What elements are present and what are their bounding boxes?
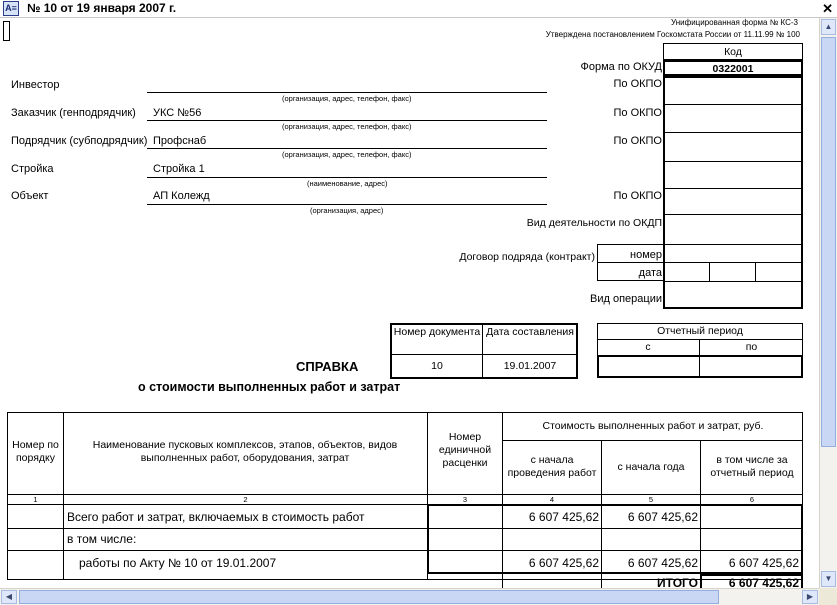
okud-code-value: 0322001 (712, 63, 754, 75)
cell-cursor (3, 21, 10, 41)
col-number: 4 (549, 495, 555, 504)
object-okpo-label: По ОКПО (613, 190, 662, 202)
horizontal-scroll-thumb[interactable] (19, 590, 719, 604)
construction-line (147, 177, 547, 178)
row-total-year[interactable]: 6 607 425,62 (627, 510, 698, 524)
doc-number-value[interactable]: 10 (431, 360, 443, 372)
okdp-label: Вид деятельности по ОКДП (526, 217, 662, 229)
scroll-right-icon[interactable]: ▶ (802, 590, 818, 604)
doc-number-header: Номер документа (393, 326, 481, 338)
contractor-okpo-label: По ОКПО (613, 135, 662, 147)
contractor-caption: (организация, адрес, телефон, факс) (282, 150, 412, 159)
customer-caption: (организация, адрес, телефон, факс) (282, 122, 412, 131)
form-name: Унифицированная форма № КС-3 (671, 18, 798, 27)
customer-label: Заказчик (генподрядчик) (11, 107, 136, 119)
document-app-icon: A≡ (3, 1, 19, 16)
okud-label: Форма по ОКУД (580, 61, 662, 73)
codes-divider (663, 214, 803, 215)
document-title: СПРАВКА (296, 359, 359, 374)
col-year-header: с начала года (617, 461, 685, 473)
contract-label: Договор подряда (контракт) (459, 251, 595, 263)
col-period-header: в том числе за отчетный период (710, 454, 794, 479)
contractor-label: Подрядчик (субподрядчик) (11, 135, 148, 147)
investor-line (147, 92, 547, 93)
scroll-left-icon[interactable]: ◀ (1, 590, 17, 604)
scroll-up-icon[interactable]: ▲ (821, 19, 836, 35)
object-caption: (организация, адрес) (310, 206, 384, 215)
vertical-scrollbar[interactable] (819, 18, 837, 588)
doc-date-header: Дата составления (486, 326, 574, 338)
code-header-cell (663, 43, 803, 60)
col-name-header: Наименование пусковых комплексов, этапов, объектов, видов выполненных работ, оборудования, затрат (92, 439, 398, 464)
row-act-year[interactable]: 6 607 425,62 (627, 556, 698, 570)
col-number: 6 (749, 495, 755, 504)
object-label: Объект (11, 190, 49, 202)
doc-date-value[interactable]: 19.01.2007 (503, 360, 557, 372)
period-to-label: по (745, 341, 758, 353)
contractor-line (147, 148, 547, 149)
window-titlebar (0, 0, 837, 18)
codes-divider (663, 132, 803, 133)
period-values (597, 355, 803, 378)
close-button[interactable]: ✕ (822, 1, 833, 16)
approval-note: Утверждена постановлением Госкомстата России от 11.11.99 № 100 (545, 30, 800, 39)
investor-caption: (организация, адрес, телефон, факс) (282, 94, 412, 103)
window-title: № 10 от 19 января 2007 г. (27, 1, 177, 15)
col-start-header: с начала проведения работ (507, 454, 597, 479)
construction-value[interactable]: Стройка 1 (153, 163, 205, 175)
col-no-header: Номер по порядку (12, 439, 59, 464)
investor-label: Инвестор (11, 79, 60, 91)
vertical-scroll-thumb[interactable] (821, 37, 836, 447)
period-from-label: с (645, 341, 651, 353)
doc-block-vdivider (482, 323, 483, 379)
row-act-period[interactable]: 6 607 425,62 (728, 556, 799, 570)
col-number: 5 (648, 495, 654, 504)
doc-block-divider (390, 354, 578, 355)
codes-divider (663, 104, 803, 105)
codes-divider (663, 161, 803, 162)
date-split-cells (709, 262, 756, 282)
document-subtitle: о стоимости выполненных работ и затрат (138, 380, 401, 394)
construction-label: Стройка (11, 163, 54, 175)
construction-caption: (наименование, адрес) (307, 179, 388, 188)
col-number: 2 (243, 495, 248, 504)
operation-label: Вид операции (590, 293, 662, 305)
horizontal-scrollbar[interactable] (0, 588, 819, 605)
col-cost-header: Стоимость выполненных работ и затрат, руб. (542, 420, 764, 432)
total-label: ИТОГО (657, 576, 698, 588)
total-value[interactable]: 6 607 425,62 (728, 576, 799, 588)
customer-value[interactable]: УКС №56 (153, 107, 202, 119)
object-value[interactable]: АП Колежд (153, 190, 210, 202)
scrollbar-corner (819, 588, 837, 605)
row-total-name: Всего работ и затрат, включаемых в стоимость работ (67, 510, 365, 524)
contractor-value[interactable]: Профснаб (153, 135, 207, 147)
codes-divider (663, 244, 803, 245)
code-header: Код (724, 46, 742, 58)
col-number: 1 (33, 495, 38, 504)
col-unit-header: Номер единичной расценки (438, 431, 492, 469)
scroll-down-icon[interactable]: ▼ (821, 571, 836, 587)
customer-line (147, 120, 547, 121)
contract-date-label: дата (638, 267, 662, 279)
contract-number-label: номер (630, 249, 662, 261)
customer-okpo-label: По ОКПО (613, 107, 662, 119)
col-number: 3 (462, 495, 468, 504)
period-header: Отчетный период (657, 325, 743, 337)
table-hline (502, 440, 803, 441)
document-canvas (0, 18, 819, 588)
row-including-name: в том числе: (67, 532, 137, 546)
period-divider (597, 339, 803, 340)
row-total-start[interactable]: 6 607 425,62 (528, 510, 599, 524)
row-act-start[interactable]: 6 607 425,62 (528, 556, 599, 570)
codes-divider (663, 188, 803, 189)
object-line (147, 204, 547, 205)
investor-okpo-label: По ОКПО (613, 78, 662, 90)
okud-code-cell[interactable] (663, 60, 803, 76)
row-act-name: работы по Акту № 10 от 19.01.2007 (79, 556, 277, 570)
